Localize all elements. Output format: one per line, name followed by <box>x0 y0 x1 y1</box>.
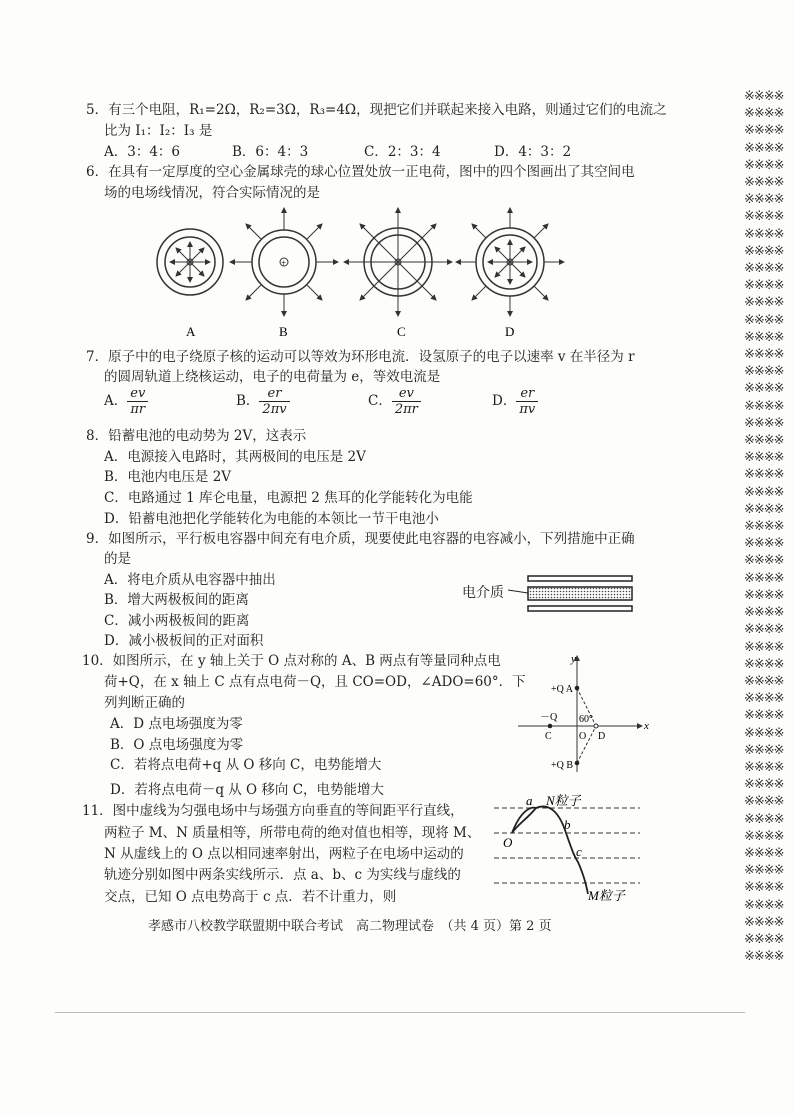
q11-stem-line4: 轨迹分别如图中两条实线所示．点 a、b、c 为实线与虚线的 <box>104 867 461 883</box>
q9-option-b: B．增大两极板间的距离 <box>104 592 249 608</box>
q6-diagram-a <box>157 229 223 295</box>
q10-stem-line2: 荷+Q，在 x 轴上 C 点有点电荷－Q，且 CO=OD，∠ADO=60°．下 <box>104 674 526 690</box>
q9-stem-line1: 9．如图所示，平行板电容器中间充有电介质，现要使此电容器的电容减小，下列措施中正确 <box>86 531 635 547</box>
q11-label-o: O <box>503 835 513 850</box>
q11-label-c: c <box>576 844 582 859</box>
q10-label-a: +Q A <box>551 684 574 695</box>
q6-diagram-c <box>344 208 452 316</box>
q7-option-b: B． $\frac{er}{2\pi v}$ <box>236 386 290 417</box>
q8-stem: 8．铅蓄电池的电动势为 2V，这表示 <box>86 428 307 444</box>
q9-option-d: D．减小极板间的正对面积 <box>104 633 264 649</box>
q6-label-b: B <box>279 324 288 339</box>
q10-label-d: D <box>598 731 606 742</box>
q6-field-diagrams <box>150 205 570 340</box>
q5-option-a: A．3：4：6 <box>104 144 181 160</box>
q6-diagram-d <box>456 208 564 316</box>
q10-label-c: C <box>545 731 552 742</box>
q6-label-c: C <box>397 324 406 339</box>
svg-text:+: + <box>281 258 287 268</box>
q5-stem-line1: 5．有三个电阻，R₁=2Ω，R₂=3Ω，R₃=4Ω，现把它们并联起来接入电路，则通过它们的电流之 <box>86 102 667 118</box>
q5-option-b: B．6：4：3 <box>232 144 309 160</box>
q8-option-b: B．电池内电压是 2V <box>104 469 232 485</box>
q10-option-b: B．O 点电场强度为零 <box>110 737 244 753</box>
q11-label-b: b <box>564 817 571 832</box>
q8-option-c: C．电路通过 1 库仑电量，电源把 2 焦耳的化学能转化为电能 <box>104 490 473 506</box>
q10-option-d: D．若将点电荷－q 从 O 移向 C，电势能增大 <box>110 782 385 798</box>
q8-option-a: A．电源接入电路时，其两极间的电压是 2V <box>104 449 366 465</box>
q9-stem-line2: 的是 <box>104 551 131 567</box>
q6-diagram-b <box>230 208 338 316</box>
q9-option-a: A．将电介质从电容器中抽出 <box>104 572 276 588</box>
q6-label-a: A <box>186 324 196 339</box>
q9-dielectric-label: 电介质 <box>462 585 504 601</box>
q10-label-minus-q: －Q <box>540 712 558 723</box>
q6-stem-line2: 场的电场线情况，符合实际情况的是 <box>104 185 320 201</box>
q11-label-a: a <box>526 793 533 808</box>
q9-capacitor-diagram <box>508 572 638 616</box>
page-footer: 孝感市八校教学联盟期中联合考试 高二物理试卷 （共 4 页）第 2 页 <box>148 919 552 934</box>
q10-option-c: C．若将点电荷+q 从 O 移向 C，电势能增大 <box>110 757 382 773</box>
q10-stem-line1: 10．如图所示，在 y 轴上关于 O 点对称的 A、B 两点有等量同种点电 <box>82 653 501 669</box>
q10-label-b: +Q B <box>551 760 574 771</box>
q10-stem-line3: 列判断正确的 <box>104 695 185 711</box>
q7-stem-line1: 7．原子中的电子绕原子核的运动可以等效为环形电流．设氢原子的电子以速率 v 在半径为 r <box>86 349 635 365</box>
q10-y-axis-label: y <box>571 653 576 665</box>
q10-label-o: O <box>579 731 587 742</box>
q6-stem-line1: 6．在具有一定厚度的空心金属球壳的球心位置处放一正电荷，图中的四个图画出了其空间电 <box>86 164 635 180</box>
q5-stem-line2: 比为 I₁：I₂：I₃ 是 <box>104 123 213 139</box>
q11-stem-line2: 两粒子 M、N 质量相等，所带电荷的绝对值也相等，现将 M、 <box>104 825 481 841</box>
bottom-divider <box>55 1012 745 1013</box>
q8-option-d: D．铅蓄电池把化学能转化为电能的本领比一节干电池小 <box>104 511 439 527</box>
q10-angle-label: 60° <box>579 714 593 725</box>
q10-charge-diagram <box>510 650 660 775</box>
q11-label-m: M粒子 <box>588 888 625 903</box>
q11-label-n: N粒子 <box>546 793 581 808</box>
q7-option-c: C． $\frac{ev}{2\pi r}$ <box>368 386 421 417</box>
binding-margin-stars: ※※※※ ※※※※ ※※※※ ※※※※ ※※※※ ※※※※ ※※※※ ※※※※ ※※※※ ※※※※ ※※※※ ※※※※ ※※※※ ※※※※ ※※※※ ※※※※ ※※※※ ※※※※ ※※※※ ※※※※ ※※※※ ※※※※ ※※※※ ※※※※ ※※※※ ※※※※ ※※※※ ※※※※ ※※※※ ※※※※ ※※※※ ※※※※ ※※※※ ※※※※ ※※※※ ※※※※ ※※※※ ※※※※ ※※※※ ※※※※ ※※※※ ※※※※ ※※※※ ※※※※ ※※※※ ※※※※ ※※※※ ※※※※ ※※※※ ※※※※ ※※※※ <box>744 89 784 965</box>
q11-trajectory-diagram <box>490 790 650 905</box>
q9-option-c: C．减小两极板间的距离 <box>104 613 250 629</box>
q6-label-d: D <box>505 324 515 339</box>
q7-option-a: A． $\frac{ev}{\pi r}$ <box>104 386 148 417</box>
q11-stem-line1: 11．图中虚线为匀强电场中与场强方向垂直的等间距平行直线， <box>82 803 464 819</box>
q7-option-d: D． $\frac{er}{\pi v}$ <box>492 386 538 417</box>
q11-stem-line5: 交点，已知 O 点电势高于 c 点．若不计重力，则 <box>104 889 397 905</box>
q11-stem-line3: N 从虚线上的 O 点以相同速率射出，两粒子在电场中运动的 <box>104 846 464 862</box>
q7-stem-line2: 的圆周轨道上绕核运动，电子的电荷量为 e，等效电流是 <box>104 369 441 385</box>
q5-option-d: D．4：3：2 <box>494 144 572 160</box>
q10-option-a: A．D 点电场强度为零 <box>110 716 243 732</box>
q5-option-c: C．2：3：4 <box>364 144 441 160</box>
q10-x-axis-label: x <box>644 720 649 732</box>
